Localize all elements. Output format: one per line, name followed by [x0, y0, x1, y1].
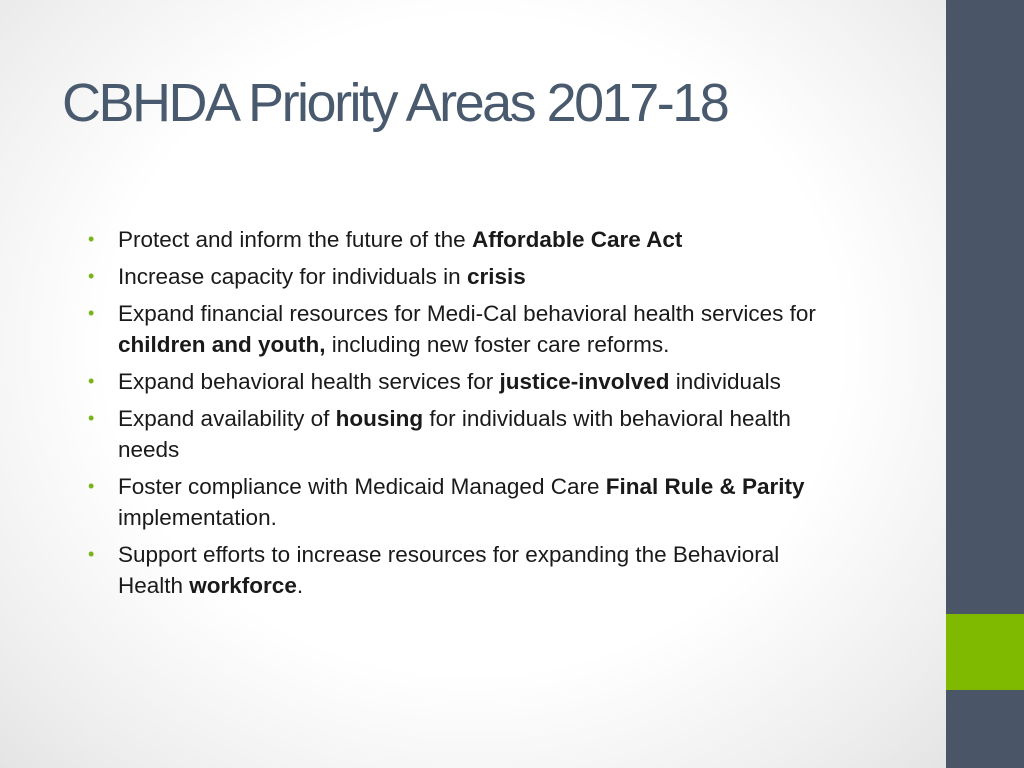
bullet-text: Protect and inform the future of the — [118, 227, 472, 252]
bullet-marker: • — [88, 476, 95, 496]
bullet-item — [88, 403, 848, 465]
bullet-emphasis: Affordable Care Act — [471, 227, 683, 252]
bullet-text: . — [296, 573, 304, 598]
bullet-item — [88, 471, 848, 533]
bullet-text: including new foster care reforms. — [325, 332, 670, 357]
slide-title: CBHDA Priority Areas 2017-18 — [62, 73, 728, 133]
bullet-item — [88, 539, 848, 601]
sidebar-accent-block — [946, 614, 1024, 690]
bullet-item — [88, 298, 848, 360]
bullet-text: individuals — [669, 369, 781, 394]
bullet-marker: • — [88, 266, 95, 286]
bullet-emphasis: workforce — [189, 573, 297, 598]
bullet-text: Expand availability of — [118, 406, 336, 431]
bullet-text: Foster compliance with Medicaid Managed Care — [118, 474, 606, 499]
bullet-item — [88, 261, 848, 292]
bullet-marker: • — [88, 408, 95, 428]
bullet-marker: • — [88, 371, 95, 391]
bullet-text: for individuals with behavioral health needs — [118, 406, 791, 462]
bullet-item — [88, 224, 848, 255]
bullet-text: Expand financial resources for Medi-Cal behavioral health services for — [118, 301, 816, 326]
bullet-emphasis: justice-involved — [499, 369, 670, 394]
bullet-list — [88, 224, 848, 607]
bullet-emphasis: crisis — [466, 264, 526, 289]
bullet-marker: • — [88, 229, 95, 249]
bullet-text: Support efforts to increase resources for expanding the Behavioral Health — [118, 542, 780, 598]
bullet-text: implementation. — [118, 505, 277, 530]
bullet-text: Increase capacity for individuals in — [118, 264, 467, 289]
bullet-emphasis: children and youth, — [118, 332, 326, 357]
bullet-emphasis: housing — [335, 406, 424, 431]
bullet-text: Expand behavioral health services for — [118, 369, 500, 394]
bullet-emphasis: Final Rule & Parity — [605, 474, 805, 499]
bullet-item — [88, 366, 848, 397]
bullet-marker: • — [88, 544, 95, 564]
bullet-marker: • — [88, 303, 95, 323]
